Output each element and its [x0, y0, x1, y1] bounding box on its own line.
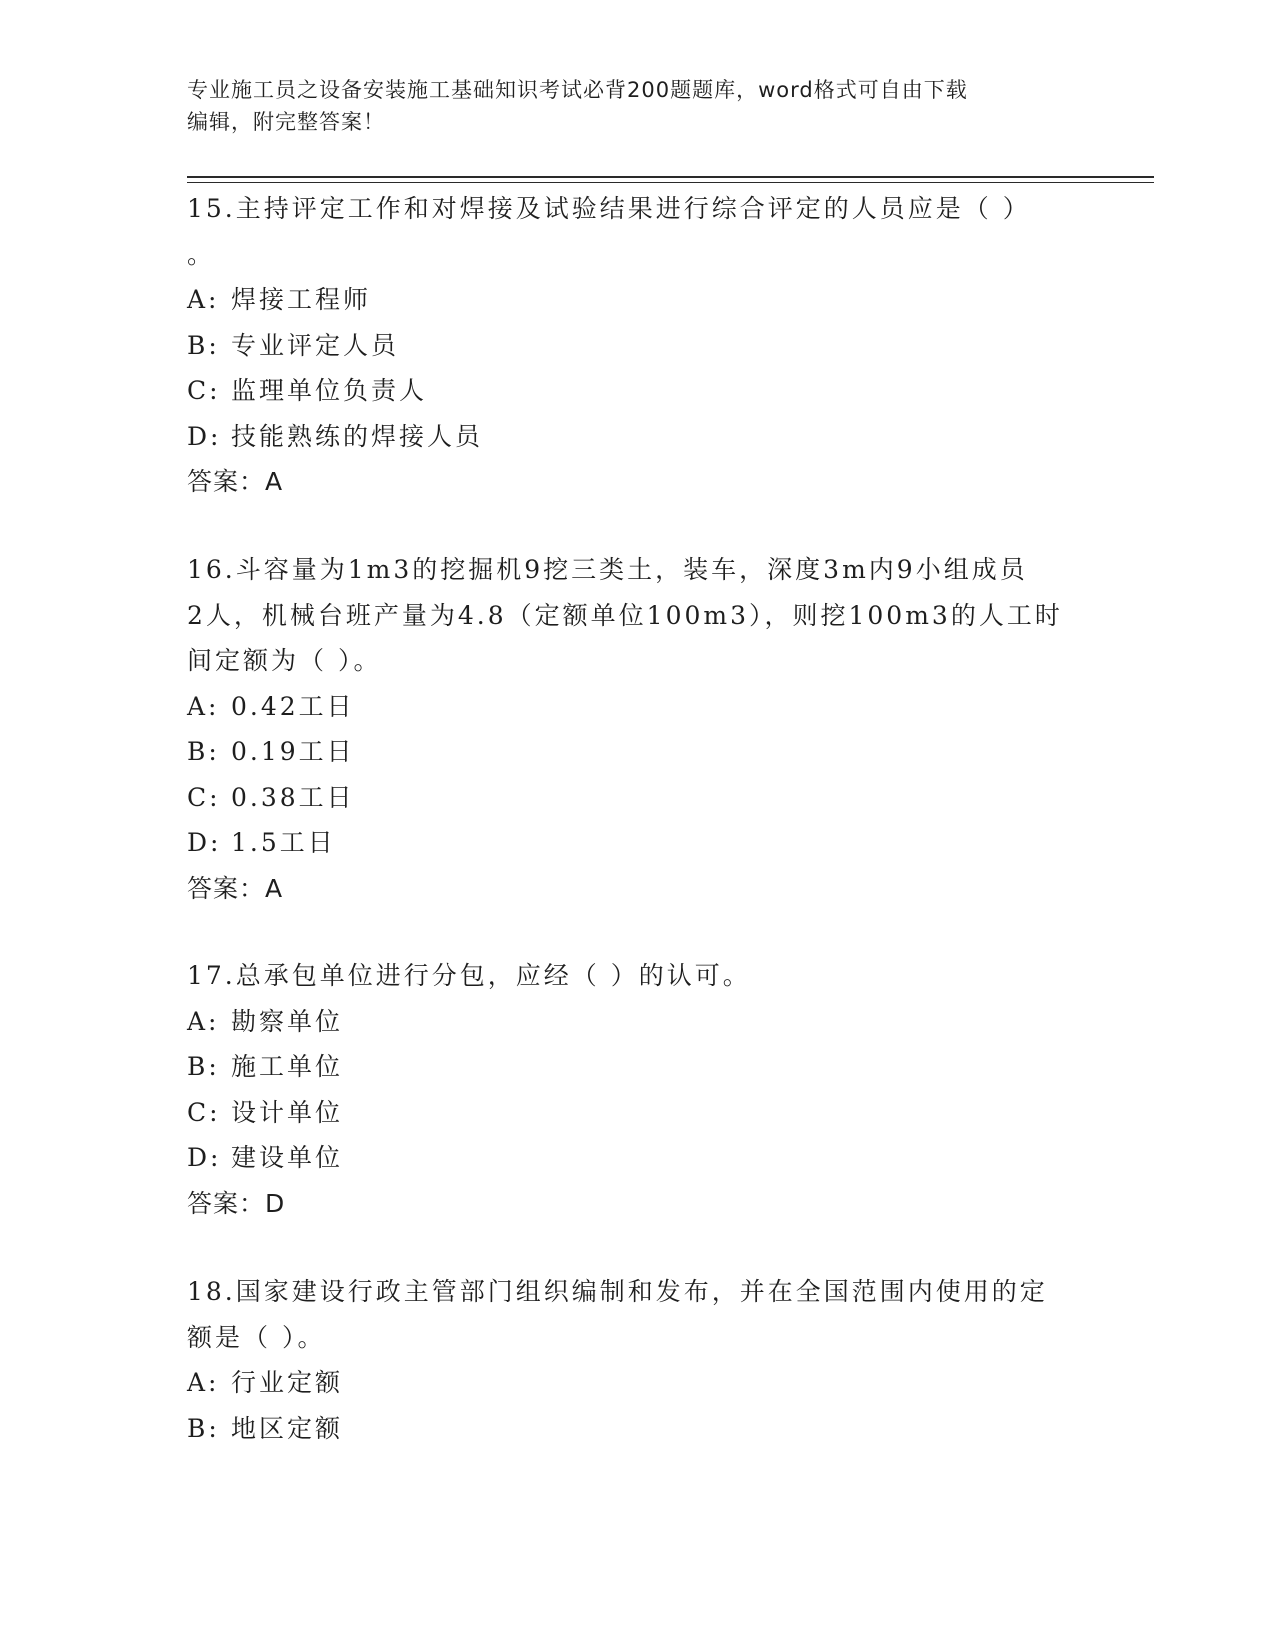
option-text: 施工单位	[231, 1052, 344, 1081]
option-key: B:	[187, 737, 220, 766]
document-header	[187, 74, 1087, 138]
option-d	[187, 1135, 1067, 1181]
option-d	[187, 820, 1067, 866]
question-stem-line: 间定额为（ ）。	[187, 646, 382, 675]
header-line-1: 专业施工员之设备安装施工基础知识考试必背200题题库，word格式可自由下载	[187, 78, 968, 102]
question-15	[187, 186, 1067, 505]
option-a	[187, 277, 1067, 323]
answer-label: 答案：A	[187, 467, 284, 496]
option-text: 监理单位负责人	[231, 376, 428, 405]
option-key: B:	[187, 1052, 220, 1081]
option-c	[187, 1090, 1067, 1136]
question-stem-line: 16.斗容量为1m3的挖掘机9挖三类土，装车，深度3m内9小组成员	[187, 555, 1028, 584]
option-d	[187, 414, 1067, 460]
option-text: 勘察单位	[231, 1006, 344, 1036]
question-stem-line: 2人，机械台班产量为4.8（定额单位100m3），则挖100m3的人工时	[187, 600, 1063, 630]
option-key: D:	[187, 828, 222, 857]
option-key: C:	[187, 376, 221, 405]
option-text: 地区定额	[231, 1413, 344, 1443]
question-stem-line: 额是（ ）。	[187, 1322, 326, 1352]
option-key: A:	[187, 691, 220, 721]
option-key: D:	[187, 421, 222, 451]
question-stem-line: 18.国家建设行政主管部门组织编制和发布，并在全国范围内使用的定	[187, 1277, 1048, 1306]
option-text: 0.38工日	[231, 782, 355, 812]
option-text: 专业评定人员	[231, 330, 400, 360]
option-text: 建设单位	[231, 1143, 344, 1172]
question-stem-line: 15.主持评定工作和对焊接及试验结果进行综合评定的人员应是（ ）	[187, 194, 1031, 223]
option-key: C:	[187, 1097, 221, 1127]
option-text: 0.19工日	[231, 737, 355, 766]
question-17	[187, 953, 1067, 1226]
option-b	[187, 323, 1067, 369]
option-a	[187, 684, 1067, 730]
question-16	[187, 547, 1067, 911]
option-text: 设计单位	[231, 1097, 344, 1127]
option-text: 技能熟练的焊接人员	[231, 421, 484, 451]
option-b	[187, 1406, 1067, 1452]
option-key: A:	[187, 1006, 220, 1036]
answer-label: 答案：D	[187, 1188, 286, 1218]
question-stem-line: 17.总承包单位进行分包，应经（ ）的认可。	[187, 961, 751, 990]
option-text: 1.5工日	[231, 828, 336, 857]
option-c	[187, 368, 1067, 414]
option-key: B:	[187, 330, 220, 360]
option-key: A:	[187, 285, 220, 314]
option-text: 行业定额	[231, 1368, 344, 1397]
option-text: 焊接工程师	[231, 285, 372, 314]
option-key: C:	[187, 782, 221, 812]
option-a	[187, 1360, 1067, 1406]
answer-label: 答案：A	[187, 873, 284, 903]
option-key: A:	[187, 1368, 220, 1397]
header-rule-thin	[187, 182, 1154, 183]
option-a	[187, 999, 1067, 1045]
header-rule-thick	[187, 176, 1154, 178]
option-c	[187, 775, 1067, 821]
option-key: B:	[187, 1413, 220, 1443]
option-text: 0.42工日	[231, 691, 355, 721]
question-18	[187, 1269, 1067, 1451]
option-key: D:	[187, 1143, 222, 1172]
question-stem-line: 。	[187, 239, 216, 269]
option-b	[187, 729, 1067, 775]
header-line-2: 编辑，附完整答案！	[187, 110, 385, 134]
option-b	[187, 1044, 1067, 1090]
